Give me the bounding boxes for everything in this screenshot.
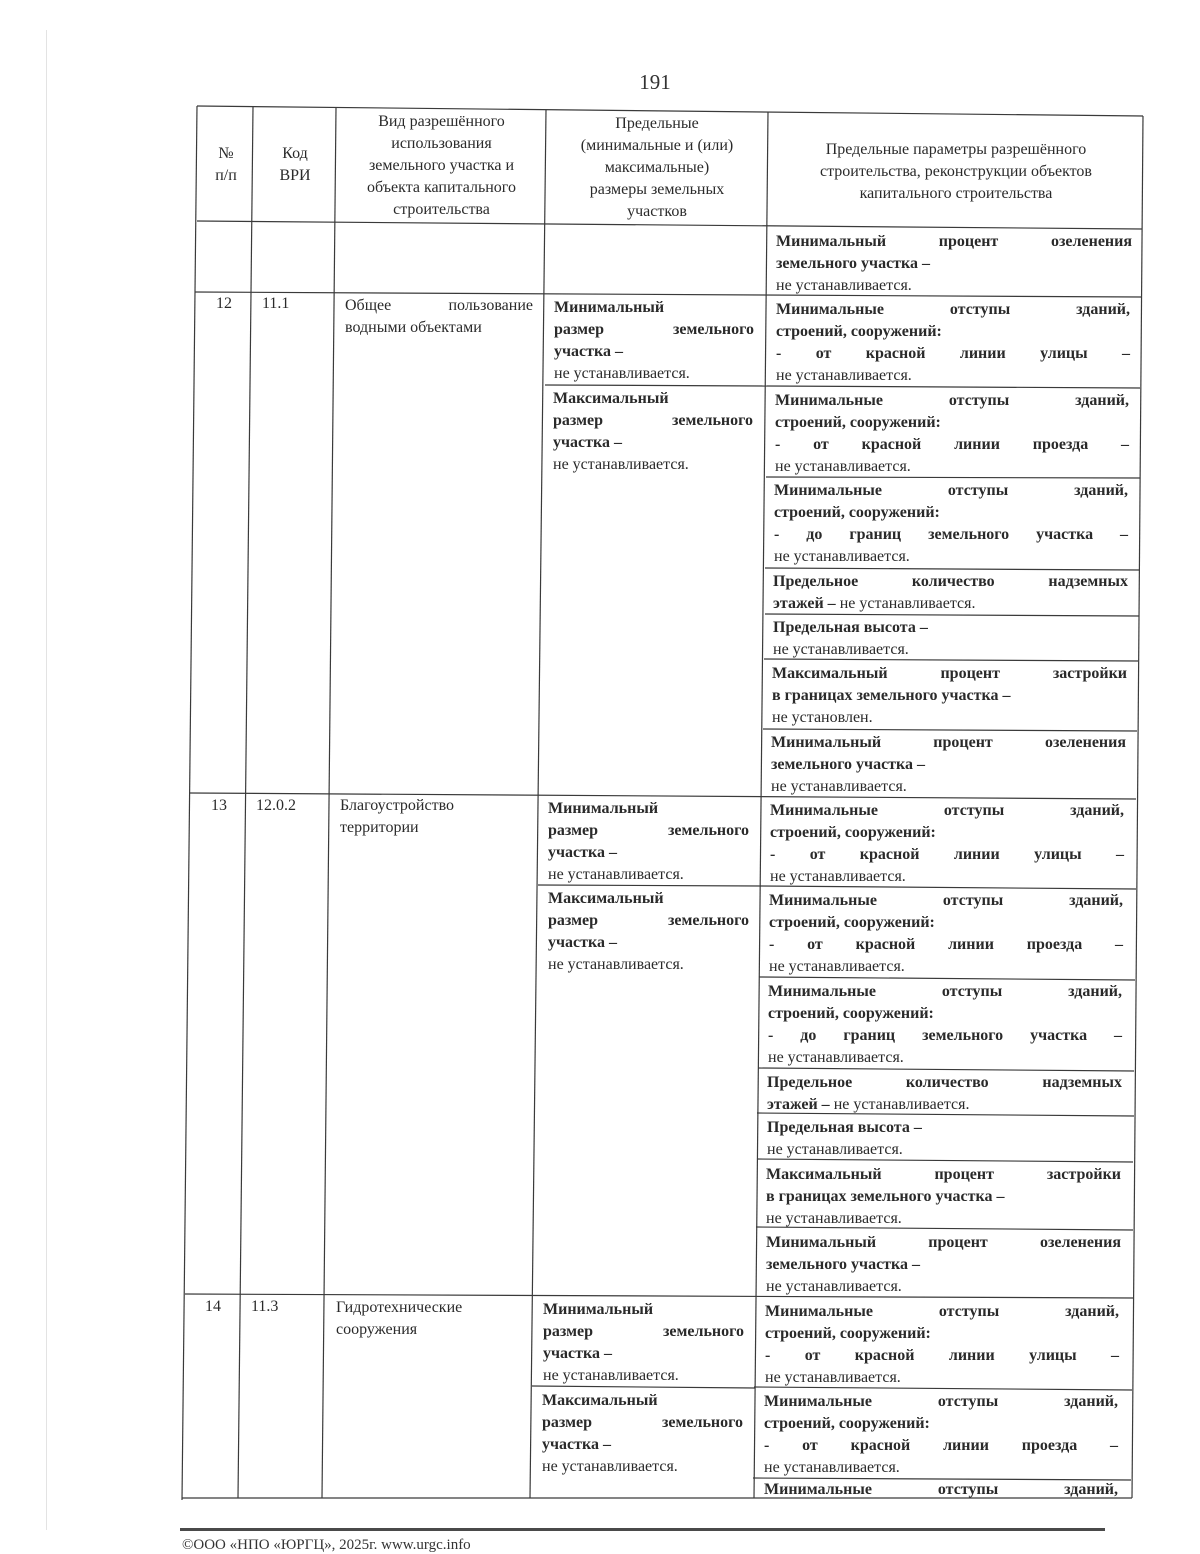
cell-text: Благоустройство [340, 797, 455, 814]
cell-line [775, 434, 1129, 456]
cell-text: линии [948, 1347, 995, 1364]
cell-text: - от [769, 936, 823, 953]
cell-text: размер [548, 912, 598, 929]
cell-text: – [1111, 1347, 1120, 1364]
cell-text: строений, сооружений: [774, 504, 940, 521]
cell-text: Минимальные [769, 892, 877, 909]
header-num [200, 143, 252, 187]
header-code [256, 143, 334, 187]
cell-text: Минимальные [768, 983, 876, 1000]
cell-text: земельного участка – [771, 756, 926, 773]
cell-text: Максимальный [772, 665, 888, 682]
param-setback-street [770, 800, 1124, 888]
cell-line [548, 820, 749, 842]
cell-text: линии [948, 936, 994, 953]
cell-text: сооружения [336, 1321, 418, 1338]
cell-line [772, 663, 1127, 685]
cell-text: этажей – [773, 595, 836, 612]
row-type [336, 1297, 524, 1341]
cell-text: зданий, [1064, 1393, 1119, 1410]
cell-line [773, 571, 1128, 593]
header-line: (минимальные и (или) [580, 137, 734, 154]
header-line: использования [391, 135, 492, 152]
cell-line [776, 299, 1130, 321]
cell-text: отступы [947, 482, 1009, 499]
cell-text: зданий, [1074, 482, 1129, 499]
cell-text: количество [911, 573, 995, 590]
header-line: строительства [393, 201, 490, 218]
cell-text: зданий, [1068, 983, 1123, 1000]
cell-text: размер [548, 822, 598, 839]
row-number: 13 [211, 797, 227, 814]
cell-text: размер [543, 1323, 593, 1340]
cell-line [764, 1435, 1118, 1457]
cell-text: не устанавливается. [776, 367, 912, 384]
cell-line [768, 981, 1122, 1003]
header-num-line: № [218, 145, 234, 162]
cell-text: Минимальный [554, 299, 665, 316]
header-plot-sizes [549, 113, 765, 223]
cell-text: - до [768, 1027, 817, 1044]
cell-text: не устанавливается. [543, 1367, 679, 1384]
header-line: участков [627, 203, 687, 220]
row-type [340, 795, 528, 839]
cell-text: отступы [937, 1393, 999, 1410]
cell-line [543, 1321, 744, 1343]
cell-text: строений, сооружений: [768, 1005, 934, 1022]
cell-line [775, 390, 1129, 412]
cell-line [770, 844, 1124, 866]
cell-text: Максимальный [766, 1166, 882, 1183]
cell-text: зданий, [1076, 301, 1131, 318]
cell-text: не устанавливается. [775, 458, 911, 475]
cell-text: земельного [672, 321, 754, 338]
param-setback-street [776, 299, 1130, 387]
cell-text: не устанавливается. [769, 958, 905, 975]
cell-text: строений, сооружений: [775, 414, 941, 431]
cell-text: красной [865, 345, 926, 362]
cell-line [771, 732, 1126, 754]
cell-text: участка – [542, 1436, 611, 1453]
param-greening [776, 231, 1132, 297]
param-floors [773, 571, 1128, 615]
cell-text: озеленения [1044, 734, 1127, 751]
cell-text: Минимальные [774, 482, 882, 499]
cell-text: земельного [667, 822, 749, 839]
cell-text: строений, сооружений: [776, 323, 942, 340]
param-setback-boundary [774, 480, 1128, 568]
param-setback-passage [769, 890, 1123, 978]
cell-text: красной [850, 1437, 911, 1454]
cell-text: надземных [1048, 573, 1128, 590]
cell-line [553, 410, 753, 432]
cell-text: отступы [938, 1303, 1000, 1320]
cell-text: строений, сооружений: [769, 914, 935, 931]
size-min [548, 798, 749, 886]
cell-text: зданий, [1070, 802, 1125, 819]
cell-text: Минимальный [771, 734, 882, 751]
param-height [767, 1117, 1122, 1161]
size-max [548, 888, 749, 976]
header-line: размеры земельных [589, 181, 725, 198]
cell-line [769, 890, 1123, 912]
cell-line [345, 295, 533, 317]
cell-text: – [1120, 526, 1129, 543]
cell-text: проезда [1021, 1437, 1078, 1454]
param-greening [766, 1232, 1121, 1298]
header-line: максимальные) [604, 159, 710, 176]
cell-line [769, 934, 1123, 956]
footer-copyright: ©ООО «НПО «ЮРГЦ», 2025г. www.urgc.info [182, 1537, 471, 1553]
row-type [345, 295, 533, 339]
cell-text: красной [854, 1347, 915, 1364]
cell-text: земельного [928, 526, 1010, 543]
header-permitted-use [339, 111, 544, 221]
cell-text: процент [933, 734, 993, 751]
cell-line [776, 231, 1132, 253]
cell-text: территории [340, 819, 419, 836]
cell-text: водными объектами [345, 319, 482, 336]
header-code-line: ВРИ [279, 167, 311, 184]
cell-text: линии [959, 345, 1006, 362]
cell-text: красной [859, 846, 920, 863]
cell-text: - от [775, 436, 829, 453]
cell-text: участка – [548, 844, 617, 861]
param-builtup [772, 663, 1127, 729]
cell-text: не устанавливается. [764, 1459, 900, 1476]
cell-text: – [1122, 345, 1131, 362]
cell-text: застройки [1046, 1166, 1122, 1183]
cell-text: – [1110, 1437, 1119, 1454]
cell-text: Минимальный [548, 800, 659, 817]
cell-text: не устанавливается. [766, 1210, 902, 1227]
cell-text: земельного [922, 1027, 1004, 1044]
cell-text: Гидротехнические [336, 1299, 463, 1316]
cell-text: участка – [553, 434, 622, 451]
cell-text: не устанавливается. [553, 456, 689, 473]
cell-text: проезда [1032, 436, 1089, 453]
cell-text: не устанавливается. [829, 1096, 970, 1113]
cell-text: – [1115, 936, 1124, 953]
cell-text: не установлен. [772, 709, 873, 726]
cell-text: Минимальные [764, 1393, 872, 1410]
cell-text: Минимальный [776, 233, 887, 250]
cell-text: участка – [543, 1345, 612, 1362]
cell-text: в границах земельного участка – [766, 1188, 1005, 1205]
cell-text: проезда [1026, 936, 1083, 953]
cell-text: - от [776, 345, 832, 362]
footer-rule [180, 1528, 1105, 1531]
cell-line [765, 1301, 1119, 1323]
cell-text: зданий, [1065, 1303, 1120, 1320]
header-line: капитального строительства [859, 185, 1053, 202]
cell-text: не устанавливается. [548, 956, 684, 973]
cell-text: озеленения [1039, 1234, 1122, 1251]
cell-line [766, 1232, 1121, 1254]
cell-text: красной [861, 436, 922, 453]
cell-text: границ [843, 1027, 896, 1044]
cell-text: – [1116, 846, 1125, 863]
cell-text: земельного участка – [766, 1256, 921, 1273]
cell-text: Предельное [773, 573, 859, 590]
cell-text: земельного [661, 1414, 743, 1431]
cell-text: земельного [667, 912, 749, 929]
cell-text: земельного [671, 412, 753, 429]
cell-text: отступы [948, 392, 1010, 409]
cell-text: участка [1030, 1027, 1088, 1044]
cell-text: зданий, [1064, 1481, 1118, 1498]
cell-text: улицы [1040, 345, 1088, 362]
row-code: 11.3 [251, 1298, 279, 1315]
param-floors [767, 1072, 1122, 1116]
cell-text: не устанавливается. [554, 365, 690, 382]
cell-text: этажей – [767, 1096, 830, 1113]
header-line: Предельные параметры разрешённого [825, 141, 1087, 158]
cell-text: – [1121, 436, 1130, 453]
cell-text: - до [774, 526, 823, 543]
cell-text: Минимальные [775, 392, 883, 409]
param-greening [771, 732, 1126, 798]
cell-line [770, 800, 1124, 822]
cell-text: Предельная высота – [773, 619, 928, 636]
cell-text: не устанавливается. [776, 277, 912, 294]
cell-text: отступы [937, 1481, 999, 1498]
cell-line [554, 319, 754, 341]
cell-text: не устанавливается. [771, 778, 907, 795]
cell-text: Общее [345, 297, 392, 314]
header-line: земельного участка и [368, 157, 515, 174]
header-line: Вид разрешённого [378, 113, 505, 130]
cell-text: линии [954, 436, 1000, 453]
cell-text: Минимальные [770, 802, 878, 819]
cell-text: Предельное [767, 1074, 853, 1091]
param-setback-passage [764, 1391, 1118, 1479]
cell-text: размер [554, 321, 604, 338]
param-setback-partial [764, 1481, 1118, 1498]
cell-line [765, 1345, 1119, 1367]
cell-text: не устанавливается. [548, 866, 684, 883]
cell-text: зданий, [1069, 892, 1124, 909]
header-line: объекта капитального [367, 179, 516, 196]
header-code-line: Код [282, 145, 308, 162]
cell-text: - от [770, 846, 826, 863]
size-min [554, 297, 754, 385]
cell-text: Максимальный [542, 1392, 658, 1409]
param-setback-street [765, 1301, 1119, 1389]
row-number: 14 [205, 1298, 221, 1315]
cell-text: улицы [1029, 1347, 1077, 1364]
cell-text: Минимальный [543, 1301, 654, 1318]
cell-text: участка – [554, 343, 623, 360]
cell-text: линии [943, 1437, 989, 1454]
cell-text: Максимальный [553, 390, 669, 407]
page-number: 191 [639, 70, 671, 94]
cell-text: земельного участка – [776, 255, 931, 272]
cell-text: не устанавливается. [542, 1458, 678, 1475]
cell-text: процент [928, 1234, 988, 1251]
cell-text: отступы [943, 802, 1005, 819]
cell-text: застройки [1052, 665, 1128, 682]
cell-text: строений, сооружений: [764, 1415, 930, 1432]
cell-text: надземных [1042, 1074, 1122, 1091]
cell-text: не устанавливается. [773, 641, 909, 658]
cell-text: красной [855, 936, 916, 953]
cell-text: отступы [949, 301, 1011, 318]
cell-text: озеленения [1050, 233, 1133, 250]
param-builtup [766, 1164, 1121, 1230]
cell-text: строений, сооружений: [770, 824, 936, 841]
cell-text: не устанавливается. [770, 868, 906, 885]
cell-text: не устанавливается. [774, 548, 910, 565]
header-num-line: п/п [215, 167, 237, 184]
row-number: 12 [216, 295, 232, 312]
header-line: строительства, реконструкции объектов [820, 163, 1092, 180]
cell-text: Минимальные [764, 1481, 872, 1498]
cell-text: земельного [662, 1323, 744, 1340]
cell-text: участка [1036, 526, 1094, 543]
cell-text: - от [765, 1347, 821, 1364]
cell-line [766, 1164, 1121, 1186]
cell-line [548, 910, 749, 932]
cell-text: линии [953, 846, 1000, 863]
cell-text: строений, сооружений: [765, 1325, 931, 1342]
cell-text: не устанавливается. [835, 595, 976, 612]
size-max [553, 388, 753, 476]
cell-line [542, 1412, 743, 1434]
cell-text: улицы [1034, 846, 1082, 863]
cell-line [767, 1072, 1122, 1094]
cell-text: Максимальный [548, 890, 664, 907]
cell-line [774, 480, 1128, 502]
row-code: 12.0.2 [256, 797, 296, 814]
cell-text: отступы [942, 892, 1004, 909]
cell-line [764, 1481, 1118, 1498]
cell-text: - от [764, 1437, 818, 1454]
cell-text: Минимальные [776, 301, 884, 318]
cell-text: участка – [548, 934, 617, 951]
cell-line [768, 1025, 1122, 1047]
param-setback-passage [775, 390, 1129, 478]
cell-text: Минимальные [765, 1303, 873, 1320]
header-line: Предельные [615, 115, 699, 132]
cell-text: размер [553, 412, 603, 429]
cell-line [767, 1094, 1122, 1116]
row-code: 11.1 [262, 295, 290, 312]
cell-text: процент [934, 1166, 994, 1183]
cell-text: в границах земельного участка – [772, 687, 1011, 704]
cell-text: не устанавливается. [765, 1369, 901, 1386]
header-parameters [771, 139, 1141, 205]
cell-text: не устанавливается. [768, 1049, 904, 1066]
cell-text: не устанавливается. [766, 1278, 902, 1295]
cell-text: размер [542, 1414, 592, 1431]
cell-line [774, 524, 1128, 546]
param-setback-boundary [768, 981, 1122, 1069]
cell-line [764, 1391, 1118, 1413]
cell-text: процент [938, 233, 999, 250]
cell-text: зданий, [1075, 392, 1130, 409]
cell-text: количество [905, 1074, 989, 1091]
cell-text: пользование [448, 297, 533, 314]
cell-text: не устанавливается. [767, 1141, 903, 1158]
cell-text: Предельная высота – [767, 1119, 922, 1136]
cell-text: – [1114, 1027, 1123, 1044]
size-min [543, 1299, 744, 1387]
cell-text: отступы [941, 983, 1003, 1000]
cell-text: Минимальный [766, 1234, 877, 1251]
size-max [542, 1390, 743, 1478]
param-height [773, 617, 1128, 661]
cell-line [776, 343, 1130, 365]
cell-text: процент [940, 665, 1000, 682]
cell-line [773, 593, 1128, 615]
cell-text: границ [849, 526, 902, 543]
